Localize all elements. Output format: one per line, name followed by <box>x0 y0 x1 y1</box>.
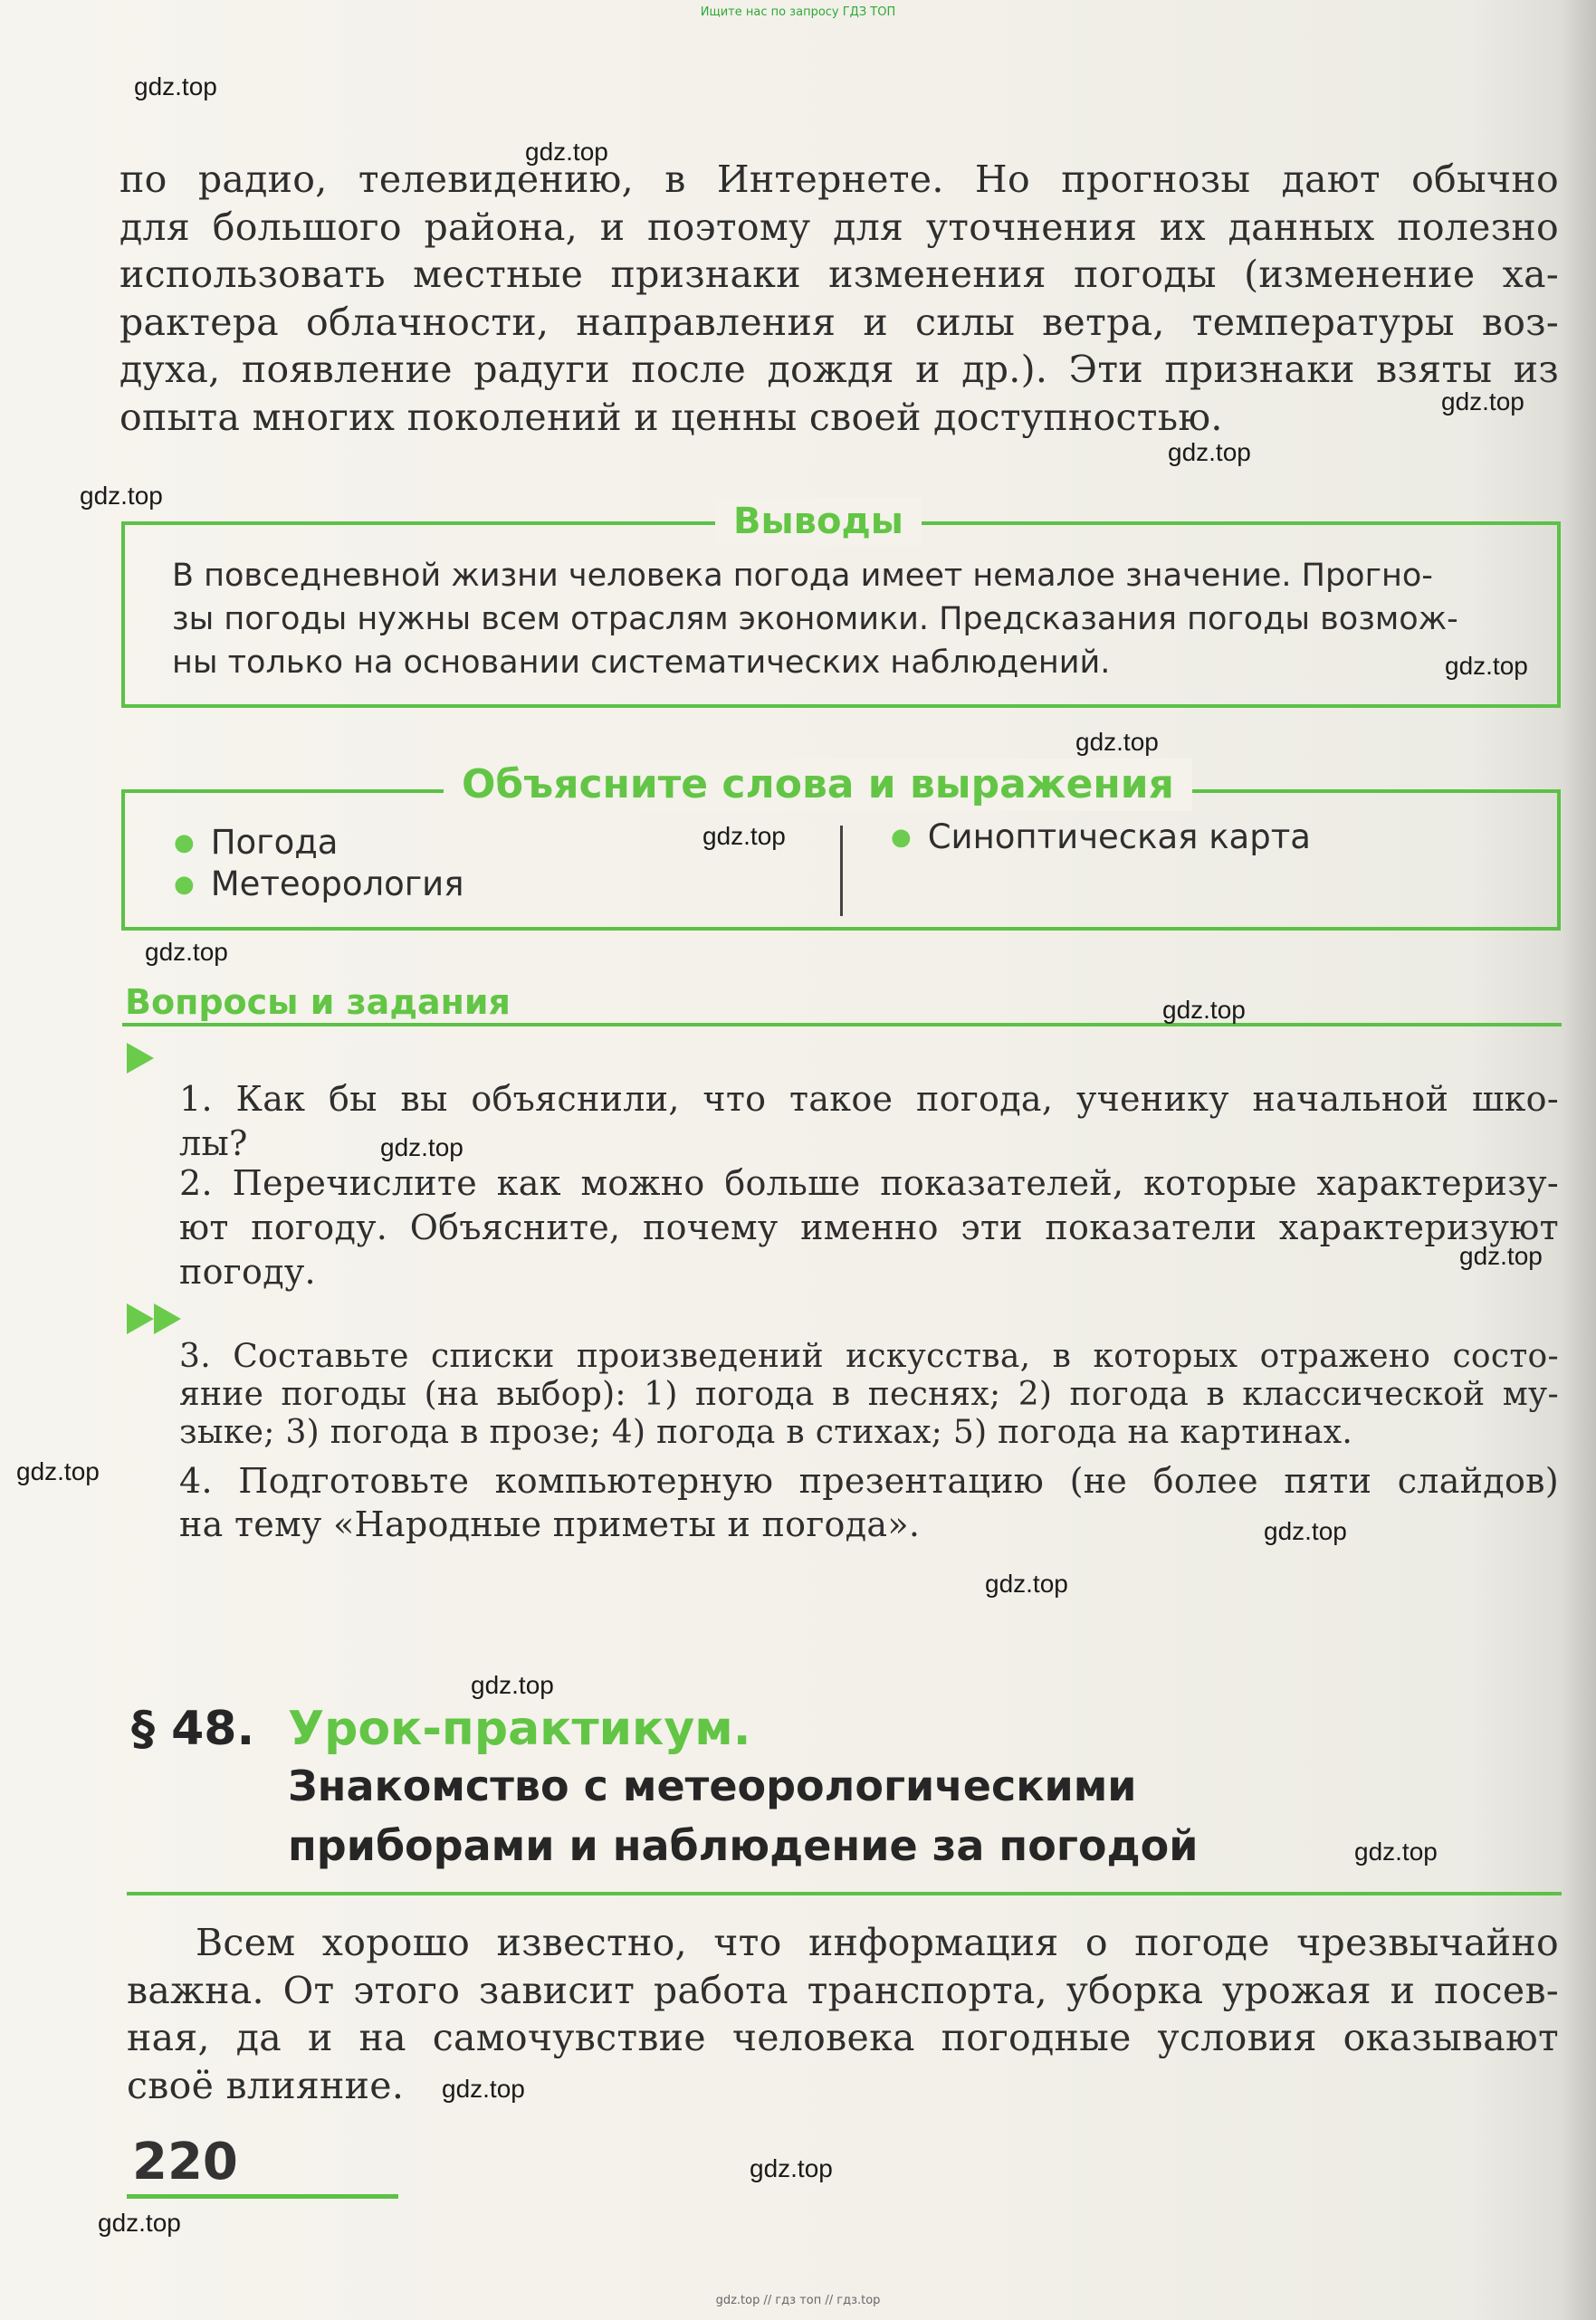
conclusions-line: ны только на основании систематических наблюдений. <box>172 644 1111 681</box>
bottom-note: gdz.top // гдз топ // гдз.top <box>715 2294 881 2307</box>
section-label: Урок-практикум. <box>288 1702 751 1756</box>
section-number: § 48. <box>131 1702 255 1756</box>
conclusions-text <box>172 554 1512 684</box>
watermark: gdz.top <box>1459 1242 1543 1270</box>
intro-line: духа, появление радуги после дождя и др.). Эти признаки взяты из <box>119 348 1559 391</box>
intro-line: для большого района, и поэтому для уточнения их данных полезно <box>119 205 1559 249</box>
watermark: gdz.top <box>525 138 608 166</box>
conclusions-line: зы погоды нужны всем отраслям экономики. Предсказания погоды возмож- <box>172 601 1458 637</box>
question-2: 2. Перечислите как можно больше показателей, которые характеризу- ют погоду. Объясните, почему именно эти показатели характеризуют погоду. <box>179 1163 1559 1292</box>
conclusions-line: В повседневной жизни человека погода имеет немалое значение. Прогно- <box>172 558 1433 594</box>
watermark: gdz.top <box>1445 652 1528 680</box>
terms-divider <box>840 826 843 916</box>
terms-title: Объясните слова и выражения <box>444 759 1192 811</box>
intro-line: по радио, телевидению, в Интернете. Но прогнозы дают обычно <box>119 158 1559 201</box>
footer-line <box>127 2194 398 2199</box>
watermark: gdz.top <box>442 2075 525 2103</box>
intro-line: опыта многих поколений и ценны своей доступностью. <box>119 395 1223 439</box>
watermark: gdz.top <box>702 822 786 850</box>
watermark: gdz.top <box>1441 387 1524 415</box>
level-two-arrow-icon <box>127 1303 154 1334</box>
section-title: Знакомство с метеорологическими приборами и наблюдение за погодой <box>288 1761 1199 1870</box>
section-underline <box>127 1892 1562 1895</box>
top-note: Ищите нас по запросу ГДЗ ТОП <box>700 5 896 19</box>
watermark: gdz.top <box>80 482 163 510</box>
intro-paragraph <box>119 156 1559 441</box>
term-item: ● Метеорология <box>174 864 464 903</box>
watermark: gdz.top <box>1075 728 1159 756</box>
watermark: gdz.top <box>380 1133 464 1161</box>
question-4: 4. Подготовьте компьютерную презентацию (не более пяти слайдов) на тему «Народные приметы и погода». <box>179 1461 1559 1544</box>
watermark: gdz.top <box>1264 1517 1347 1545</box>
intro-line: использовать местные признаки изменения погоды (изменение ха- <box>119 253 1559 296</box>
level-one-arrow-icon <box>127 1043 154 1074</box>
questions-divider <box>122 1023 1562 1026</box>
term-item: ● Синоптическая карта <box>891 817 1311 856</box>
closing-paragraph: Всем хорошо известно, что информация о погоде чрезвычайно важна. От этого зависит работа транспорта, уборка урожая и посев- ная, да и на самочувствие человека погодные условия оказывают своё влияние. <box>127 1921 1559 2107</box>
watermark: gdz.top <box>985 1570 1068 1598</box>
watermark: gdz.top <box>134 72 217 100</box>
watermark: gdz.top <box>471 1671 554 1699</box>
terms-right <box>891 818 1311 860</box>
question-1: 1. Как бы вы объяснили, что такое погода, ученику начальной шко- лы? <box>179 1079 1559 1163</box>
page-number: 220 <box>132 2133 238 2191</box>
watermark: gdz.top <box>1354 1838 1438 1866</box>
bullet-icon: ● <box>174 871 195 898</box>
watermark: gdz.top <box>98 2209 181 2237</box>
bullet-icon: ● <box>174 829 195 856</box>
questions-title: Вопросы и задания <box>125 982 511 1022</box>
intro-line: рактера облачности, направления и силы ветра, температуры воз- <box>119 300 1559 344</box>
watermark: gdz.top <box>1168 438 1251 466</box>
terms-left <box>174 824 464 907</box>
watermark: gdz.top <box>145 938 228 966</box>
level-two-arrow-icon <box>154 1303 181 1334</box>
watermark: gdz.top <box>750 2154 833 2182</box>
conclusions-title: Выводы <box>715 498 922 545</box>
watermark: gdz.top <box>16 1457 100 1485</box>
question-3: 3. Составьте списки произведений искусства, в которых отражено состо- яние погоды (на выбор): 1) погода в песнях; 2) погода в классической му- зыке; 3) погода в прозе; 4) погода в стихах; 5) погода на картинах. <box>179 1338 1559 1451</box>
term-item: ● Погода <box>174 823 339 862</box>
bullet-icon: ● <box>891 824 912 851</box>
watermark: gdz.top <box>1162 996 1246 1024</box>
